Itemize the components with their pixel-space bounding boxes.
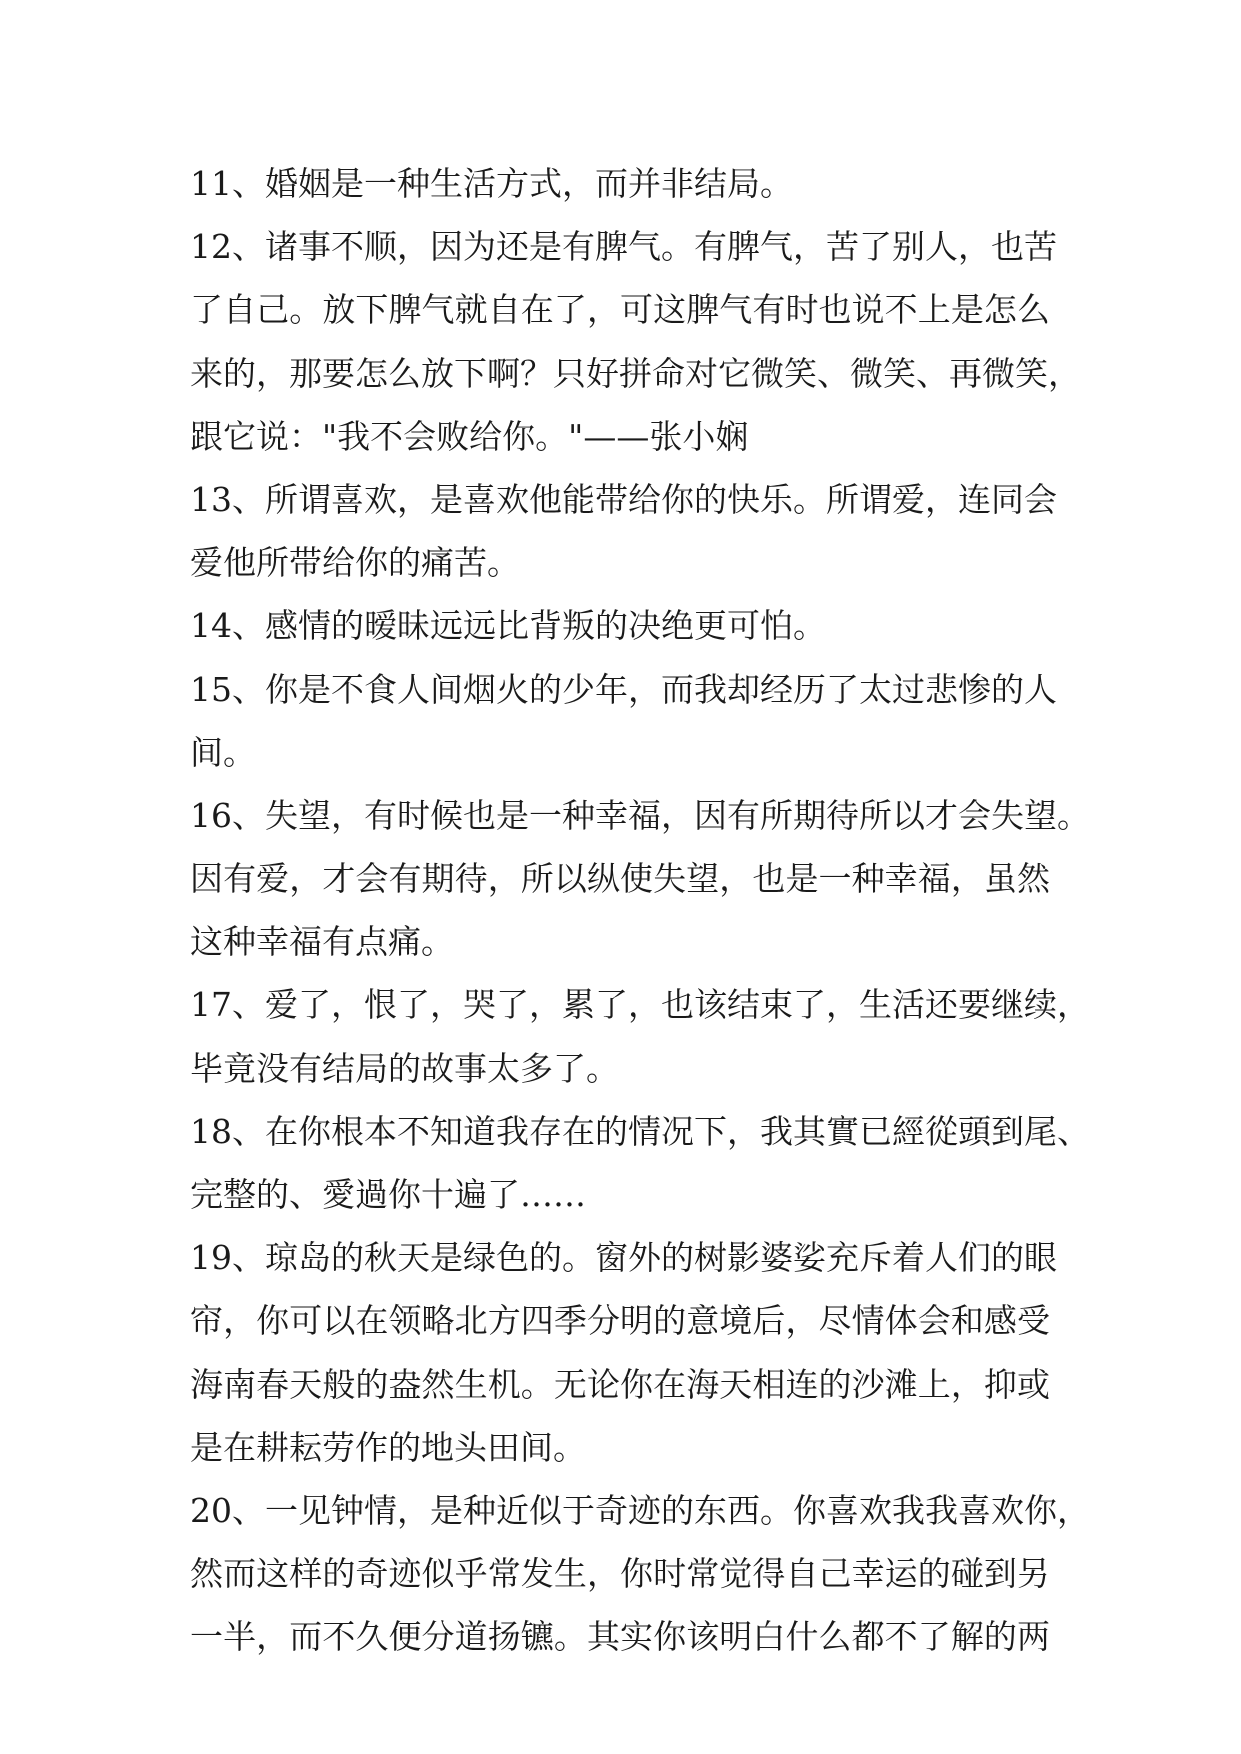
text-line: 18、在你根本不知道我存在的情况下，我其實已經從頭到尾、 [190,1111,1090,1151]
text-line: 16、失望，有时候也是一种幸福，因有所期待所以才会失望。 [190,795,1090,835]
text-line: 了自己。放下脾气就自在了，可这脾气有时也说不上是怎么 [190,290,1050,330]
text-line: 14、感情的暧昧远远比背叛的决绝更可怕。 [190,606,826,646]
text-line: 来的，那要怎么放下啊？只好拼命对它微笑、微笑、再微笑， [190,353,1081,393]
text-line: 20、一见钟情，是种近似于奇迹的东西。你喜欢我我喜欢你， [190,1490,1090,1530]
text-line: 帘，你可以在领略北方四季分明的意境后，尽情体会和感受 [190,1301,1050,1341]
quote-entry-20 [190,1479,1090,1669]
text-line: 是在耕耘劳作的地头田间。 [190,1427,586,1467]
text-line: 爱他所带给你的痛苦。 [190,543,520,583]
text-line: 间。 [190,732,256,772]
quotes-text-block [190,152,1090,1669]
text-line: 然而这样的奇迹似乎常发生，你时常觉得自己幸运的碰到另 [190,1554,1050,1594]
quote-entry-11 [190,152,1050,215]
quote-entry-17 [190,973,1090,1099]
text-line: 跟它说："我不会败给你。"——张小娴 [190,416,749,456]
text-line: 13、所谓喜欢，是喜欢他能带给你的快乐。所谓爱，连同会 [190,479,1057,519]
text-line: 11、婚姻是一种生活方式，而并非结局。 [190,164,793,203]
text-line: 15、你是不食人间烟火的少年，而我却经历了太过悲惨的人 [190,669,1057,709]
quote-entry-12 [190,215,1081,468]
text-line: 这种幸福有点痛。 [190,922,454,962]
quote-entry-16 [190,784,1090,974]
text-line: 12、诸事不顺，因为还是有脾气。有脾气，苦了别人，也苦 [190,227,1057,267]
text-line: 17、爱了，恨了，哭了，累了，也该结束了，生活还要继续， [190,985,1090,1025]
quote-entry-13 [190,468,1057,594]
quote-entry-19 [190,1226,1057,1479]
text-line: 因有爱，才会有期待，所以纵使失望，也是一种幸福，虽然 [190,859,1050,899]
quote-entry-15 [190,658,1057,784]
text-line: 海南春天般的盎然生机。无论你在海天相连的沙滩上，抑或 [190,1364,1050,1404]
text-line: 19、琼岛的秋天是绿色的。窗外的树影婆娑充斥着人们的眼 [190,1238,1057,1278]
quote-entry-18 [190,1100,1090,1226]
quote-entry-14 [190,594,1050,657]
text-line: 完整的、愛過你十遍了…… [190,1175,586,1214]
text-line: 一半，而不久便分道扬镳。其实你该明白什么都不了解的两 [190,1617,1050,1657]
text-line: 毕竟没有结局的故事太多了。 [190,1048,619,1088]
